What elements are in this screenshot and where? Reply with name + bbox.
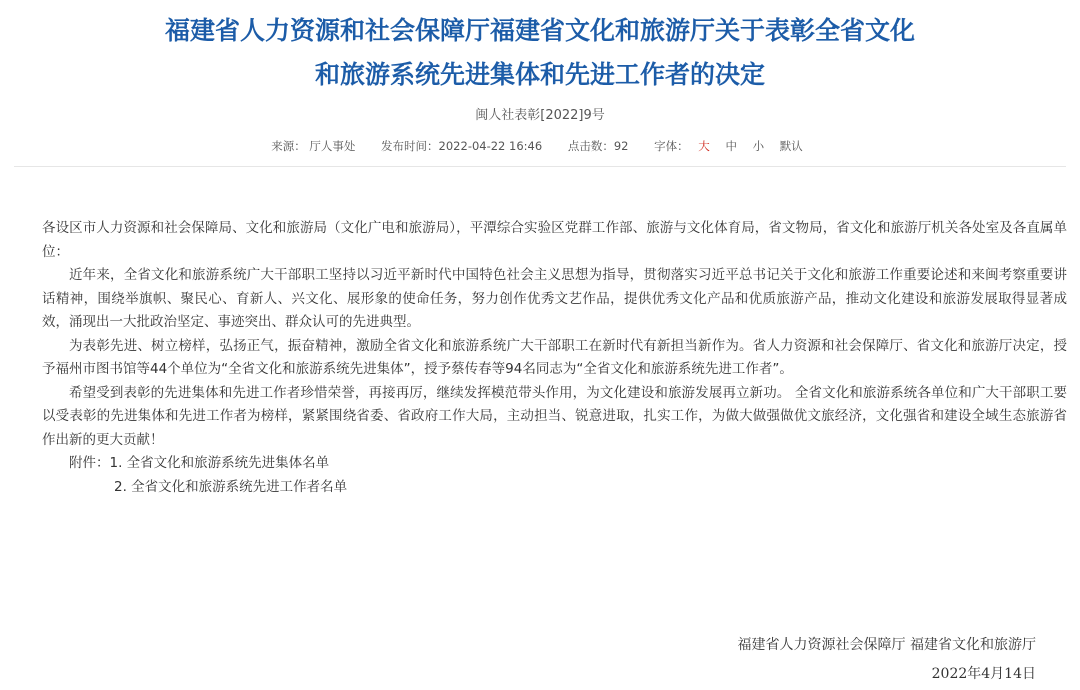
recipients-paragraph: 各设区市人力资源和社会保障局、文化和旅游局（文化广电和旅游局），平潭综合实验区党群工作部、旅游与文化体育局，省文物局，省文化和旅游厅机关各处室及各直属单位： bbox=[42, 220, 1067, 260]
font-size-large-button[interactable]: 大 bbox=[698, 139, 710, 153]
font-size-medium-button[interactable]: 中 bbox=[725, 139, 737, 153]
publish-time: 发布时间：2022-04-22 16:46 bbox=[381, 139, 543, 153]
article-body bbox=[42, 217, 1067, 499]
source-label: 来源： 厅人事处 bbox=[271, 139, 356, 153]
font-size-control bbox=[654, 139, 809, 153]
click-count: 点击数：92 bbox=[567, 139, 629, 153]
font-size-default-button[interactable]: 默认 bbox=[779, 139, 803, 153]
body-paragraph-3: 希望受到表彰的先进集体和先进工作者珍惜荣誉，再接再厉，继续发挥模范带头作用，为文化建设和旅游发展再立新功。 全省文化和旅游系统各单位和广大干部职工要以受表彰的先进集体和先进工作者为榜样，紧紧围绕省委、省政府工作大局，主动担当、锐意进取，扎实工作，为做大做强做优文旅经济，文化强省和建设全域生态旅游省作出新的更大贡献！ bbox=[42, 384, 1067, 448]
page-title-line-1: 福建省人力资源和社会保障厅福建省文化和旅游厅关于表彰全省文化 bbox=[164, 16, 915, 45]
signature-date: 2022年4月14日 bbox=[931, 666, 1036, 682]
document-number: 闽人社表彰[2022]9号 bbox=[475, 108, 605, 123]
signature-organization: 福建省人力资源社会保障厅 福建省文化和旅游厅 bbox=[737, 637, 1036, 653]
font-size-small-button[interactable]: 小 bbox=[752, 139, 765, 153]
header-divider bbox=[14, 166, 1066, 167]
attachment-item-2: 2. 全省文化和旅游系统先进工作者名单 bbox=[114, 478, 348, 495]
body-paragraph-2: 为表彰先进、树立榜样，弘扬正气，振奋精神，激励全省文化和旅游系统广大干部职工在新时代有新担当新作为。省人力资源和社会保障厅、省文化和旅游厅决定，授予福州市图书馆等44个单位为“全省文化和旅游系统先进集体”，授予蔡传春等94名同志为“全省文化和旅游系统先进工作者”。 bbox=[42, 337, 1067, 377]
attachment-item-1: 附件：1. 全省文化和旅游系统先进集体名单 bbox=[69, 455, 330, 471]
body-paragraph-1: 近年来，全省文化和旅游系统广大干部职工坚持以习近平新时代中国特色社会主义思想为指导，贯彻落实习近平总书记关于文化和旅游工作重要论述和来闽考察重要讲话精神，围绕举旗帜、聚民心、育新人、兴文化、展形象的使命任务，努力创作优秀文艺作品，提供优秀文化产品和优质旅游产品，推动文化建设和旅游发展取得显著成效，涌现出一大批政治坚定、事迹突出、群众认可的先进典型。 bbox=[42, 267, 1067, 330]
font-size-label: 字体： bbox=[654, 139, 689, 153]
article-meta-bar bbox=[0, 138, 1080, 154]
page-title-line-2: 和旅游系统先进集体和先进工作者的决定 bbox=[314, 60, 765, 89]
